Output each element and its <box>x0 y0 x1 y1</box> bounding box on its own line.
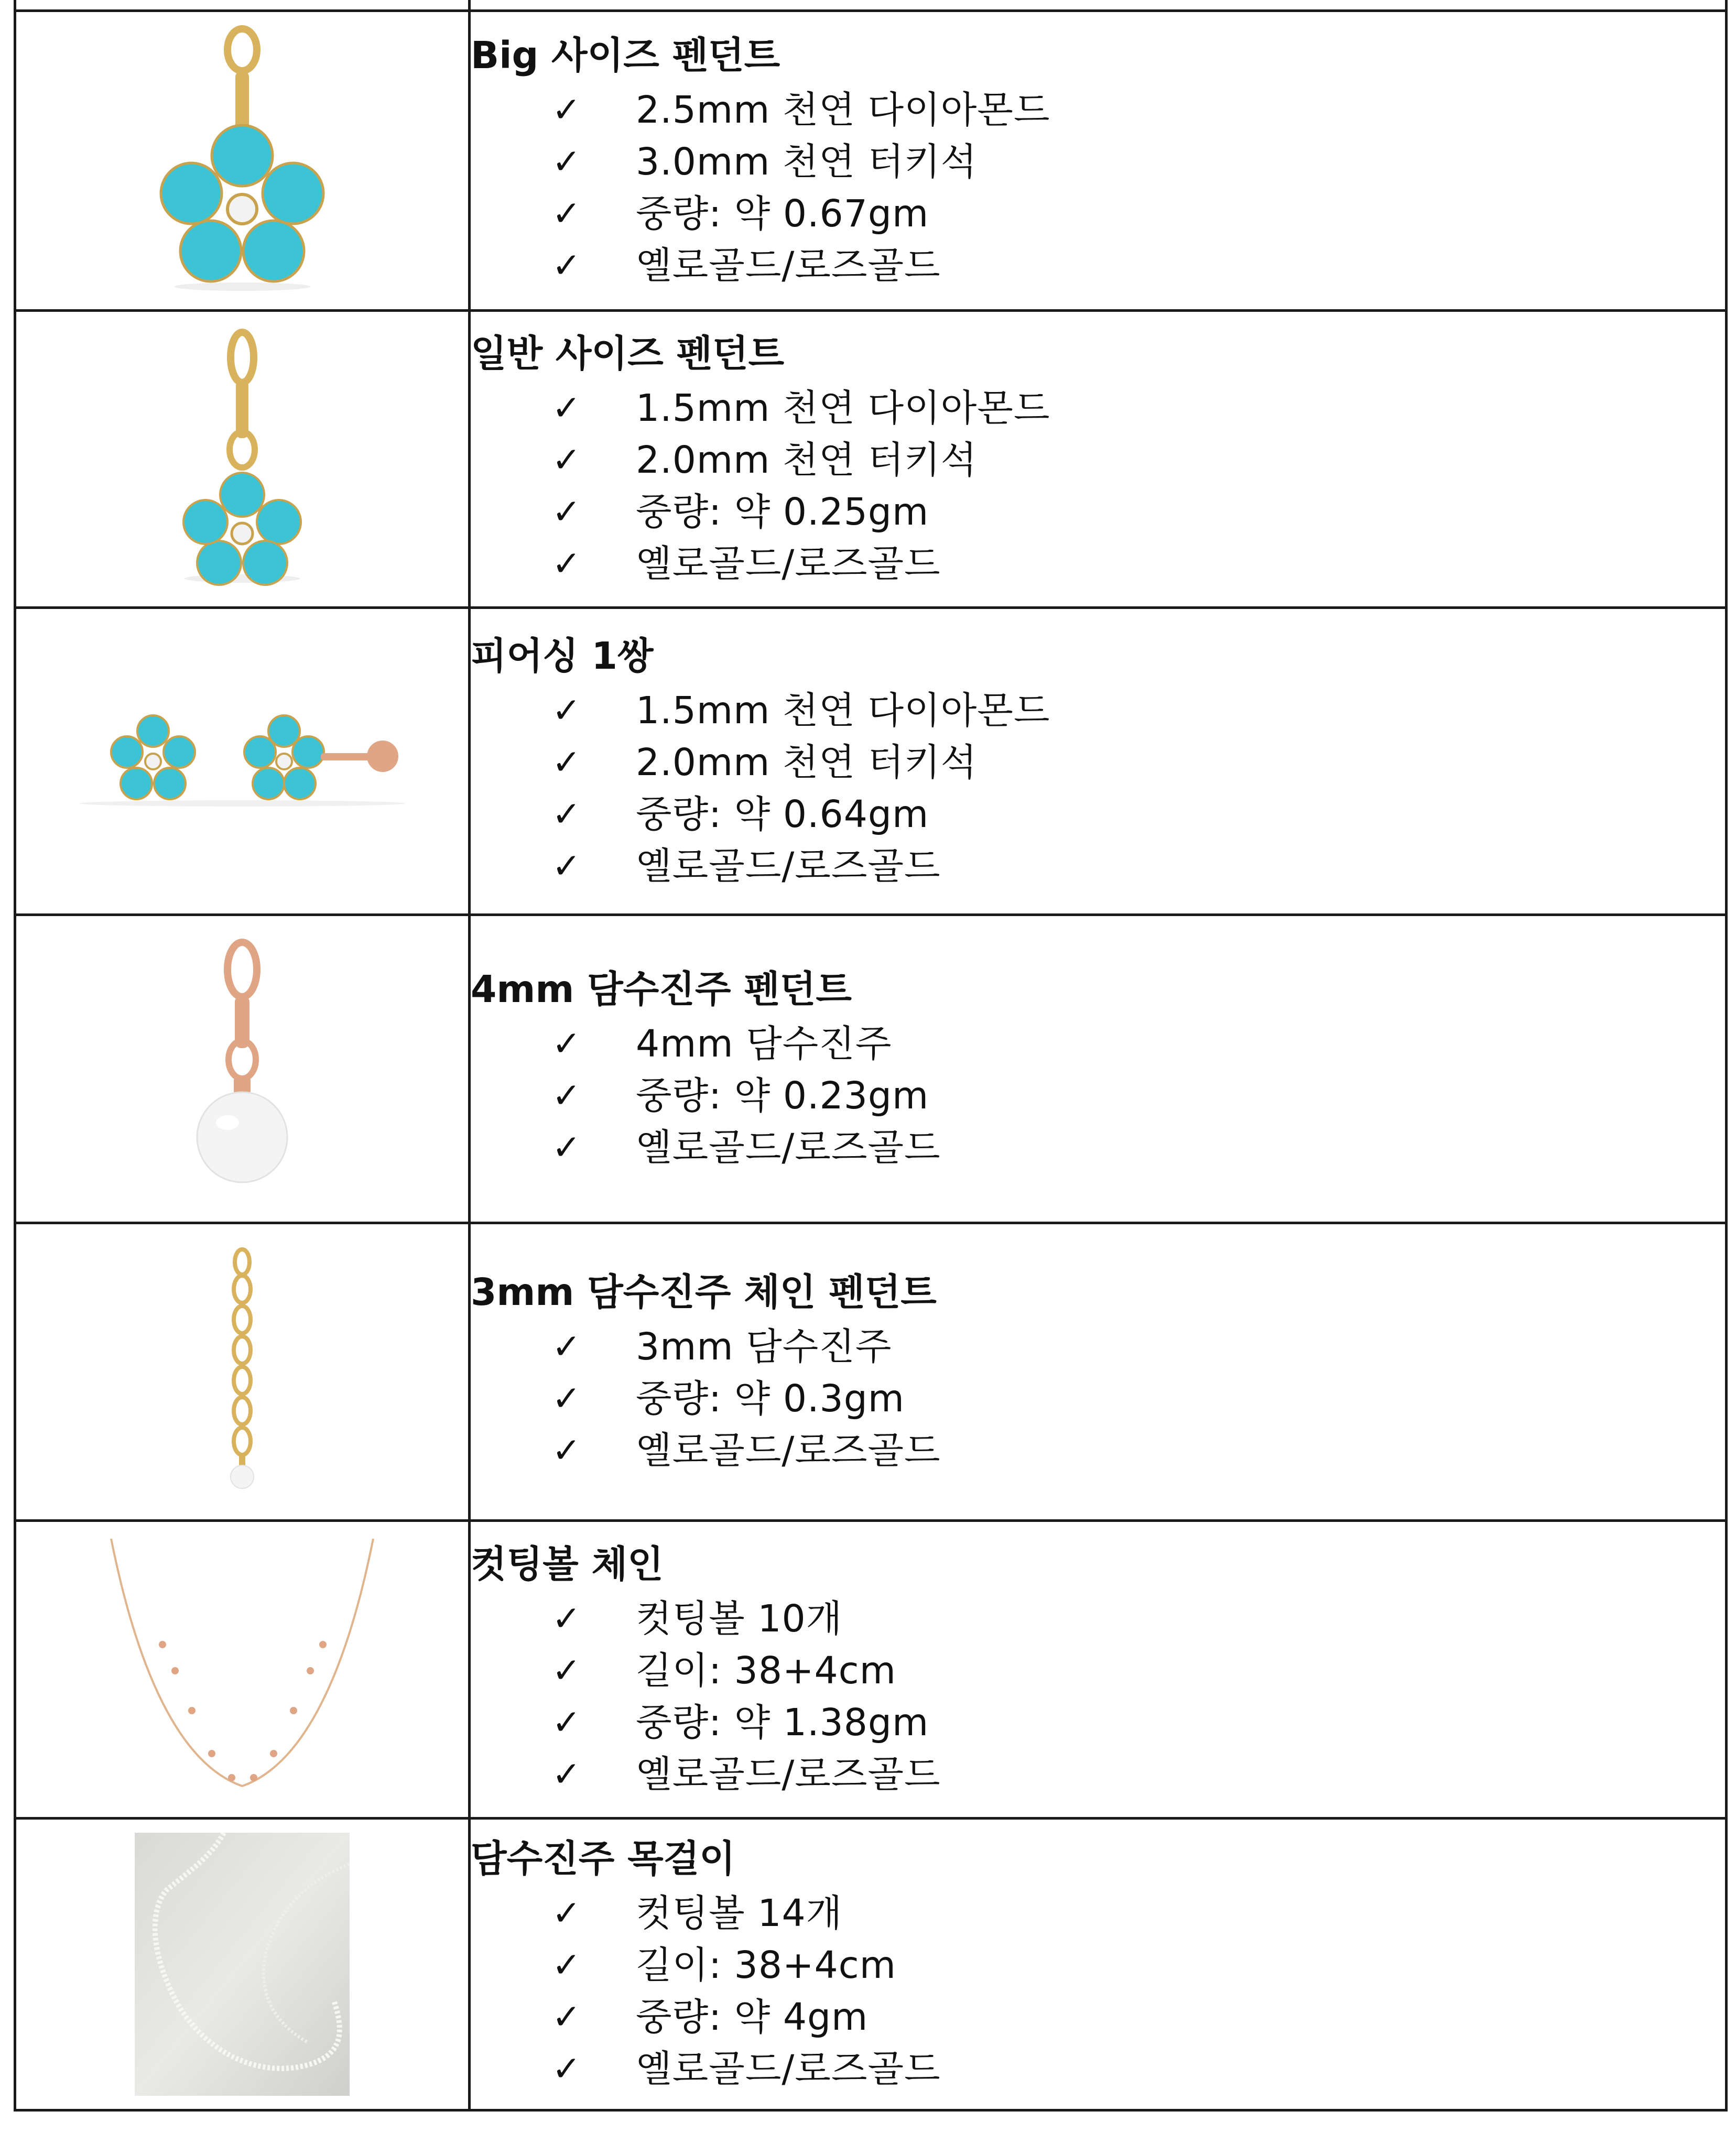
check-icon: ✓ <box>552 89 581 130</box>
product-info-cell <box>470 608 1727 915</box>
product-image-cell <box>15 311 470 608</box>
spec-item: ✓ 1.5mm 천연 다이아몬드 <box>471 684 1725 736</box>
check-icon: ✓ <box>552 1075 581 1116</box>
check-icon: ✓ <box>552 1702 581 1743</box>
spec-item: ✓ 옐로골드/로즈골드 <box>471 1122 1725 1173</box>
check-icon: ✓ <box>552 793 581 834</box>
check-icon: ✓ <box>552 2049 581 2089</box>
product-table <box>14 0 1728 2112</box>
spec-item: ✓ 1.5mm 천연 다이아몬드 <box>471 382 1725 434</box>
product-info-cell <box>470 311 1727 608</box>
spec-item: ✓ 길이: 38+4cm <box>471 1645 1725 1696</box>
flower-piercing-pair-image <box>74 709 410 814</box>
product-name: 3mm 담수진주 체인 펜던트 <box>471 1270 937 1314</box>
product-info-cell <box>470 1521 1727 1819</box>
product-name: 컷팅볼 체인 <box>471 1542 664 1586</box>
spec-item: ✓ 3mm 담수진주 <box>471 1321 1725 1373</box>
spec-item: ✓ 중량: 약 1.38gm <box>471 1696 1725 1748</box>
cutting-ball-chain-image <box>101 1533 384 1806</box>
spec-item: ✓ 2.5mm 천연 다이아몬드 <box>471 84 1725 136</box>
check-icon: ✓ <box>552 543 581 584</box>
product-image-cell <box>15 1819 470 2110</box>
spec-item: ✓ 옐로골드/로즈골드 <box>471 1748 1725 1800</box>
product-image-cell <box>15 1223 470 1521</box>
spec-item: ✓ 3.0mm 천연 터키석 <box>471 136 1725 188</box>
check-icon: ✓ <box>552 690 581 731</box>
check-icon: ✓ <box>552 492 581 532</box>
check-icon: ✓ <box>552 1945 581 1985</box>
spec-item: ✓ 옐로골드/로즈골드 <box>471 1424 1725 1476</box>
spec-item: ✓ 옐로골드/로즈골드 <box>471 840 1725 892</box>
check-icon: ✓ <box>552 1598 581 1639</box>
spec-list <box>471 684 1725 892</box>
table-row <box>15 11 1727 311</box>
spec-item: ✓ 중량: 약 0.25gm <box>471 486 1725 538</box>
check-icon: ✓ <box>552 1430 581 1471</box>
check-icon: ✓ <box>552 245 581 286</box>
product-image-cell <box>15 608 470 915</box>
spec-list <box>471 1018 1725 1173</box>
table-top-edge <box>15 0 1727 11</box>
spec-item: ✓ 4mm 담수진주 <box>471 1018 1725 1070</box>
check-icon: ✓ <box>552 1378 581 1419</box>
spec-list <box>471 1321 1725 1476</box>
spec-item: ✓ 중량: 약 0.23gm <box>471 1070 1725 1122</box>
spec-item: ✓ 2.0mm 천연 터키석 <box>471 434 1725 486</box>
table-row <box>15 1819 1727 2110</box>
product-image-cell <box>15 11 470 311</box>
check-icon: ✓ <box>552 1326 581 1367</box>
pearl-chain-pendant-image <box>216 1246 268 1498</box>
check-icon: ✓ <box>552 193 581 234</box>
check-icon: ✓ <box>552 141 581 182</box>
check-icon: ✓ <box>552 388 581 428</box>
table-row <box>15 311 1727 608</box>
product-info-cell <box>470 1819 1727 2110</box>
check-icon: ✓ <box>552 1127 581 1168</box>
table-row <box>15 1223 1727 1521</box>
product-info-cell <box>470 1223 1727 1521</box>
spec-item: ✓ 중량: 약 0.67gm <box>471 188 1725 240</box>
check-icon: ✓ <box>552 742 581 782</box>
spec-item: ✓ 컷팅볼 10개 <box>471 1593 1725 1645</box>
check-icon: ✓ <box>552 1650 581 1691</box>
flower-pendant-large-image <box>156 25 329 297</box>
table-row <box>15 608 1727 915</box>
check-icon: ✓ <box>552 1024 581 1064</box>
spec-item: ✓ 옐로골드/로즈골드 <box>471 538 1725 590</box>
spec-list <box>471 382 1725 590</box>
spec-list <box>471 1887 1725 2095</box>
product-name: 4mm 담수진주 펜던트 <box>471 967 852 1011</box>
spec-item: ✓ 중량: 약 0.3gm <box>471 1373 1725 1424</box>
spec-list <box>471 1593 1725 1800</box>
spec-item: ✓ 컷팅볼 14개 <box>471 1887 1725 1939</box>
spec-item: ✓ 2.0mm 천연 터키석 <box>471 736 1725 788</box>
spec-item: ✓ 옐로골드/로즈골드 <box>471 2043 1725 2095</box>
check-icon: ✓ <box>552 845 581 886</box>
product-spec-sheet <box>14 0 1728 2145</box>
product-info-cell <box>470 11 1727 311</box>
spec-item: ✓ 옐로골드/로즈골드 <box>471 240 1725 291</box>
check-icon: ✓ <box>552 1893 581 1933</box>
product-name: 담수진주 목걸이 <box>471 1837 735 1880</box>
table-row <box>15 915 1727 1223</box>
spec-item: ✓ 중량: 약 4gm <box>471 1991 1725 2043</box>
product-image-cell <box>15 915 470 1223</box>
spec-list <box>471 84 1725 291</box>
product-image-cell <box>15 1521 470 1819</box>
pearl-pendant-image <box>185 938 300 1200</box>
table-row <box>15 1521 1727 1819</box>
check-icon: ✓ <box>552 440 581 480</box>
product-name: 일반 사이즈 펜던트 <box>471 332 785 375</box>
spec-item: ✓ 길이: 38+4cm <box>471 1939 1725 1991</box>
check-icon: ✓ <box>552 1754 581 1794</box>
product-info-cell <box>470 915 1727 1223</box>
pearl-necklace-photo-image <box>135 1833 350 2096</box>
product-name: 피어싱 1쌍 <box>471 634 654 678</box>
product-name: Big 사이즈 펜던트 <box>471 33 780 77</box>
spec-item: ✓ 중량: 약 0.64gm <box>471 788 1725 840</box>
check-icon: ✓ <box>552 1997 581 2037</box>
flower-pendant-regular-image <box>174 328 310 590</box>
